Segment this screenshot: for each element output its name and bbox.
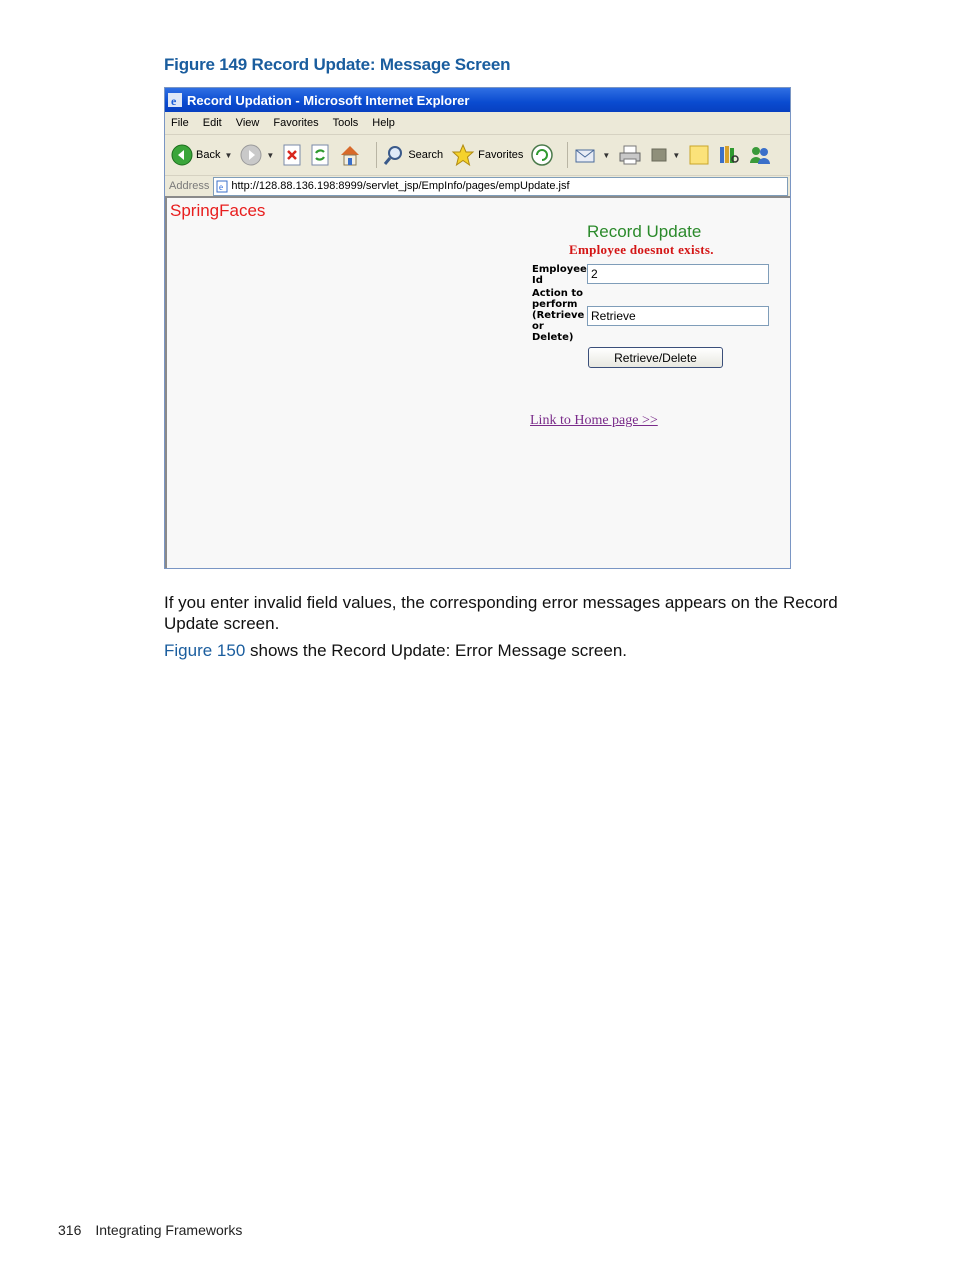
menu-view[interactable]: View — [235, 117, 260, 129]
menu-favorites[interactable]: Favorites — [273, 117, 319, 129]
brand-title: SpringFaces — [170, 201, 266, 220]
window-title: Record Updation - Microsoft Internet Explorer — [187, 92, 470, 108]
refresh-button[interactable] — [310, 144, 330, 166]
address-bar — [165, 176, 790, 196]
title-bar[interactable] — [165, 88, 790, 112]
note-icon — [688, 144, 710, 166]
search-button[interactable] — [383, 144, 443, 166]
forward-arrow-icon — [240, 144, 262, 166]
error-message: Employee doesnot exists. — [569, 242, 714, 257]
address-url: http://128.88.136.198:8999/servlet_jsp/EmpInfo/pages/empUpdate.jsf — [231, 180, 570, 192]
page-content — [165, 196, 790, 568]
action-label-line: Delete) — [532, 332, 574, 343]
page-footer — [58, 1222, 242, 1238]
media-button[interactable] — [531, 144, 553, 166]
page-number: 316 — [58, 1222, 82, 1238]
research-button[interactable] — [718, 144, 740, 166]
mail-icon — [574, 144, 598, 166]
toolbar-separator — [376, 142, 377, 168]
address-label: Address — [169, 180, 210, 192]
action-label-line: Action to — [532, 288, 583, 299]
menu-bar — [165, 112, 790, 135]
body-text: shows the Record Update: Error Message screen. — [245, 641, 628, 660]
discuss-button[interactable] — [688, 144, 710, 166]
menu-help[interactable]: Help — [372, 117, 395, 129]
star-icon — [451, 143, 475, 167]
ie-icon — [168, 93, 182, 107]
chevron-down-icon[interactable]: ▼ — [266, 150, 275, 160]
form-title: Record Update — [587, 222, 702, 241]
action-label-line: perform — [532, 299, 578, 310]
svg-text:e: e — [171, 94, 177, 107]
employee-id-input[interactable]: 2 — [587, 264, 769, 284]
address-input[interactable] — [213, 177, 788, 196]
forward-button[interactable] — [240, 144, 274, 166]
print-button[interactable] — [618, 144, 642, 166]
chevron-down-icon[interactable]: ▼ — [672, 150, 681, 160]
back-label: Back — [196, 149, 221, 161]
figure-caption: Figure 149 Record Update: Message Screen — [164, 55, 511, 74]
messenger-icon — [748, 144, 772, 166]
back-button[interactable] — [171, 144, 232, 166]
search-label: Search — [408, 149, 444, 161]
employee-id-label-line: Employee — [532, 264, 587, 275]
menu-file[interactable]: File — [171, 117, 189, 129]
books-icon — [718, 144, 740, 166]
search-icon — [383, 144, 405, 166]
stop-button[interactable] — [282, 144, 302, 166]
messenger-button[interactable] — [748, 144, 772, 166]
edit-button[interactable] — [650, 146, 680, 164]
action-label-line: or — [532, 321, 544, 332]
home-button[interactable] — [338, 143, 362, 167]
home-page-link[interactable]: Link to Home page >> — [530, 413, 658, 428]
svg-text:e: e — [219, 181, 224, 192]
refresh-icon — [310, 144, 330, 166]
action-label-line: (Retrieve — [532, 310, 585, 321]
favorites-button[interactable] — [451, 143, 523, 167]
chevron-down-icon[interactable]: ▼ — [224, 150, 233, 160]
chevron-down-icon[interactable]: ▼ — [602, 150, 611, 160]
media-icon — [531, 144, 553, 166]
browser-window — [164, 87, 791, 569]
menu-tools[interactable]: Tools — [332, 117, 359, 129]
action-label — [532, 288, 584, 343]
employee-id-label — [532, 264, 587, 286]
body-paragraph: If you enter invalid field values, the corresponding error messages appears on the Record Update screen. — [164, 593, 838, 633]
section-title: Integrating Frameworks — [95, 1222, 243, 1238]
stop-icon — [282, 144, 302, 166]
toolbar-separator — [567, 142, 568, 168]
employee-id-label-line: Id — [532, 275, 543, 286]
edit-icon — [650, 146, 668, 164]
page-icon — [216, 180, 228, 193]
mail-button[interactable] — [574, 144, 610, 166]
favorites-label: Favorites — [478, 149, 524, 161]
printer-icon — [618, 144, 642, 166]
retrieve-delete-button[interactable]: Retrieve/Delete — [588, 347, 723, 368]
body-paragraph — [164, 640, 854, 661]
figure-link[interactable]: Figure 150 — [164, 641, 246, 660]
toolbar — [165, 135, 790, 176]
menu-edit[interactable]: Edit — [202, 117, 222, 129]
home-icon — [338, 143, 362, 167]
action-input[interactable]: Retrieve — [587, 306, 769, 326]
back-arrow-icon — [171, 144, 193, 166]
